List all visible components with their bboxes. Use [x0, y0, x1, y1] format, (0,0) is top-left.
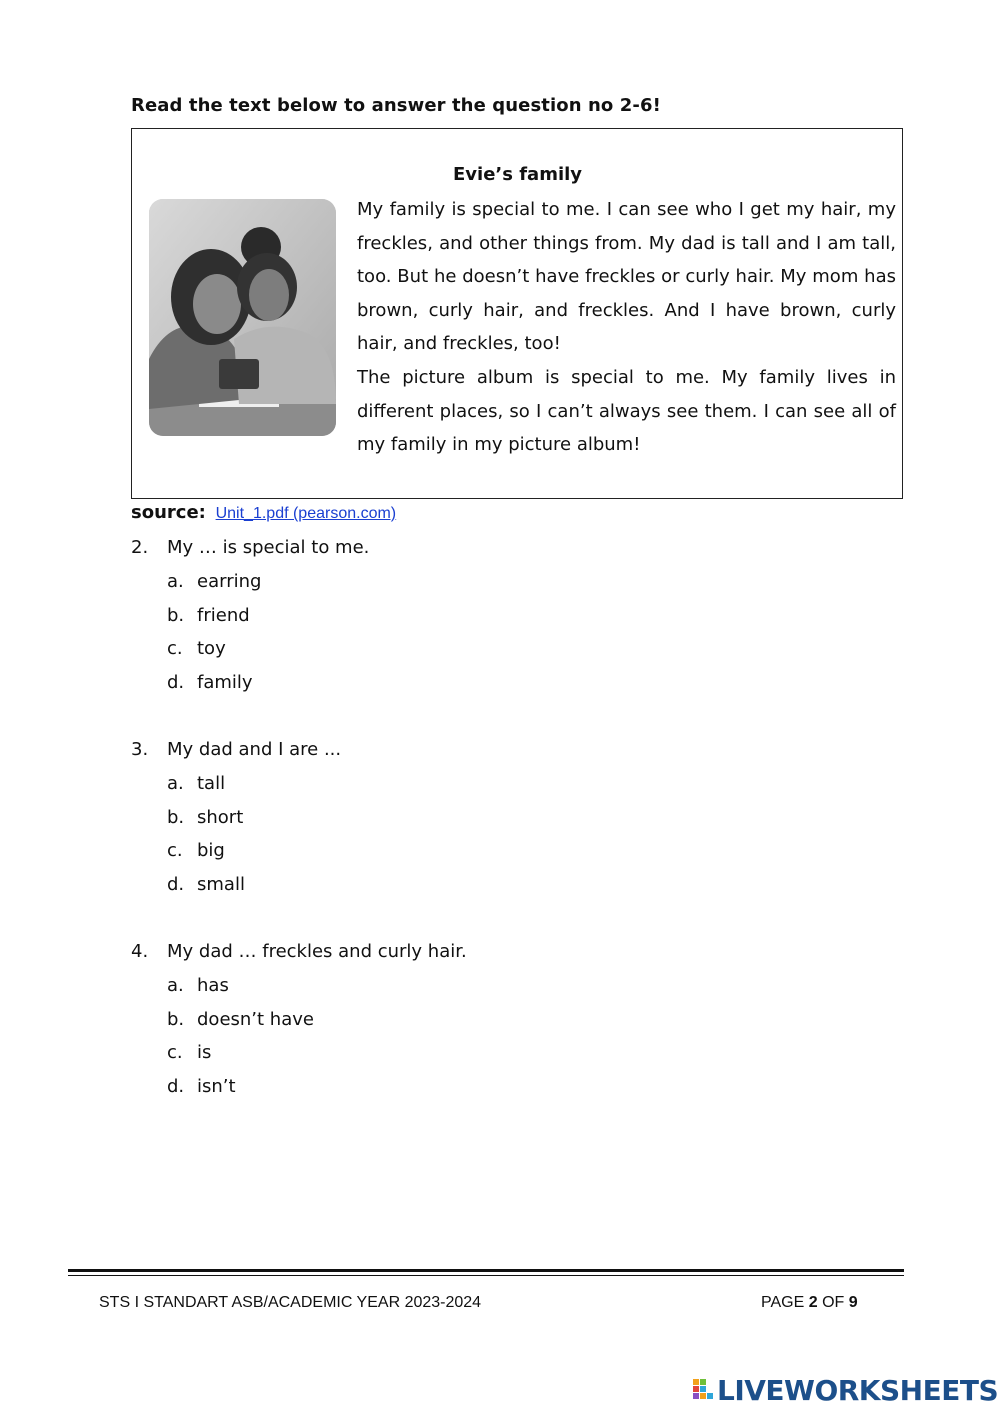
- liveworksheets-blocks-icon: [693, 1377, 715, 1403]
- family-photo: [149, 199, 336, 436]
- option-letter: b.: [167, 605, 185, 626]
- option-text: small: [197, 874, 245, 895]
- option-a[interactable]: [167, 773, 225, 794]
- option-text: doesn’t have: [197, 1009, 314, 1030]
- option-text: family: [197, 672, 253, 693]
- question-number: 3.: [131, 739, 149, 760]
- option-letter: a.: [167, 773, 184, 794]
- liveworksheets-logo: [693, 1370, 998, 1410]
- option-text: is: [197, 1042, 212, 1063]
- option-letter: b.: [167, 1009, 185, 1030]
- option-letter: d.: [167, 874, 185, 895]
- question-stem: My … is special to me.: [167, 537, 370, 558]
- option-b[interactable]: [167, 807, 243, 828]
- question-number: 4.: [131, 941, 149, 962]
- option-text: big: [197, 840, 225, 861]
- footer-school-year: STS I STANDART ASB/ACADEMIC YEAR 2023-2024: [99, 1294, 482, 1311]
- option-text: toy: [197, 638, 226, 659]
- passage-paragraph: My family is special to me. I can see who I get my hair, my freckles, and other things from. My dad is tall and I am tall, too. But he doesn’t have freckles or curly hair. My mom has brown, curly hair, and freckles. And I have brown, curly hair, and freckles, too!: [357, 199, 896, 355]
- option-d[interactable]: [167, 672, 253, 693]
- page-prefix: PAGE: [761, 1294, 809, 1311]
- source-label: source:: [131, 502, 206, 523]
- option-c[interactable]: [167, 840, 225, 861]
- option-text: friend: [197, 605, 250, 626]
- passage-paragraph: The picture album is special to me. My family lives in different places, so I can’t always see them. I can see all of my family in my picture album!: [357, 366, 896, 456]
- option-b[interactable]: [167, 1009, 314, 1030]
- footer-divider: [68, 1269, 904, 1272]
- option-letter: d.: [167, 1076, 185, 1097]
- option-c[interactable]: [167, 638, 226, 659]
- option-a[interactable]: [167, 975, 229, 996]
- page-current: 2: [808, 1294, 818, 1311]
- source-link[interactable]: Unit_1.pdf (pearson.com): [215, 505, 397, 522]
- passage-title: Evie’s family: [453, 164, 583, 185]
- page-of: OF: [817, 1294, 849, 1311]
- footer-divider: [68, 1275, 904, 1276]
- question-stem: My dad … freckles and curly hair.: [167, 941, 467, 962]
- passage-body: [357, 193, 896, 462]
- question-number: 2.: [131, 537, 149, 558]
- option-text: earring: [197, 571, 262, 592]
- source-line: [131, 502, 396, 523]
- footer-page-number: [761, 1294, 858, 1312]
- question-stem: My dad and I are ...: [167, 739, 342, 760]
- instruction-heading: Read the text below to answer the question no 2-6!: [131, 95, 661, 116]
- reading-passage-box: [131, 128, 903, 499]
- option-d[interactable]: [167, 874, 245, 895]
- option-a[interactable]: [167, 571, 261, 592]
- brand-name: LIVEWORKSHEETS: [717, 1373, 999, 1407]
- option-b[interactable]: [167, 605, 250, 626]
- option-text: tall: [197, 773, 226, 794]
- option-letter: d.: [167, 672, 185, 693]
- option-letter: c.: [167, 638, 183, 659]
- option-text: isn’t: [197, 1076, 236, 1097]
- option-letter: c.: [167, 1042, 183, 1063]
- option-letter: b.: [167, 807, 185, 828]
- option-letter: c.: [167, 840, 183, 861]
- option-text: short: [197, 807, 244, 828]
- option-letter: a.: [167, 975, 184, 996]
- option-d[interactable]: [167, 1076, 236, 1097]
- option-letter: a.: [167, 571, 184, 592]
- page-total: 9: [848, 1294, 858, 1311]
- option-c[interactable]: [167, 1042, 211, 1063]
- option-text: has: [197, 975, 229, 996]
